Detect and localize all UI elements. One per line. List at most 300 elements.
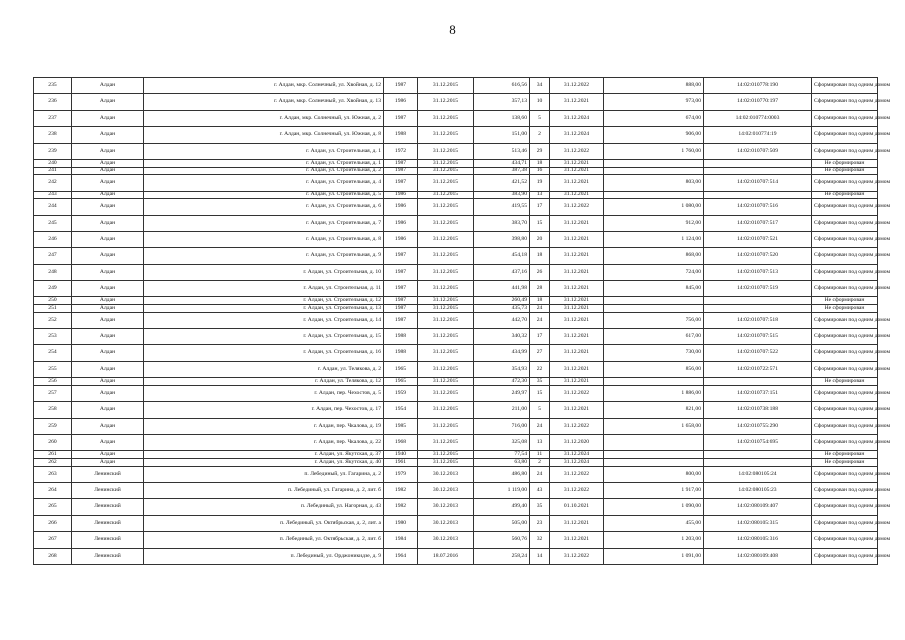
year-cell: 1984 xyxy=(384,532,418,548)
year-cell: 1987 xyxy=(384,305,418,313)
area-cell: 616,56 xyxy=(474,78,530,94)
area-cell: 442,70 xyxy=(474,312,530,328)
address-cell: п. Лебединый, ул. Гагарина, д. 2, лит. б xyxy=(144,482,384,498)
cadastral-number-cell: 14:02:010770:197 xyxy=(704,94,812,110)
year-cell: 1986 xyxy=(384,231,418,247)
row-number-cell: 266 xyxy=(34,515,72,531)
address-cell: г. Алдан, ул. Строительная, д. 5 xyxy=(144,191,384,199)
cost-cell xyxy=(604,305,704,313)
deadline-cell: 31.12.2022 xyxy=(550,466,604,482)
cadastral-number-cell: 14:02:080109:407 xyxy=(704,499,812,515)
address-cell: г. Алдан, ул. Строительная, д. 11 xyxy=(144,281,384,297)
row-number-cell: 253 xyxy=(34,329,72,345)
address-cell: г. Алдан, ул. Строительная, д. 12 xyxy=(144,297,384,305)
cadastral-number-cell: 14:02:080105:24 xyxy=(704,466,812,482)
residents-count-cell: 18 xyxy=(530,159,550,167)
row-number-cell: 265 xyxy=(34,499,72,515)
district-cell: Алдан xyxy=(72,110,144,126)
district-cell: Алдан xyxy=(72,402,144,418)
deadline-cell: 31.12.2022 xyxy=(550,548,604,564)
cost-cell xyxy=(604,159,704,167)
cadastral-number-cell xyxy=(704,305,812,313)
area-cell: 434,71 xyxy=(474,159,530,167)
date-cell: 31.12.2015 xyxy=(418,329,474,345)
cadastral-number-cell: 14:02:010707:518 xyxy=(704,312,812,328)
residents-count-cell: 27 xyxy=(530,345,550,361)
registry-body xyxy=(34,78,891,565)
row-number-cell: 239 xyxy=(34,143,72,159)
deadline-cell: 31.12.2024 xyxy=(550,110,604,126)
area-cell: 435,73 xyxy=(474,305,530,313)
district-cell: Алдан xyxy=(72,94,144,110)
page-number: 8 xyxy=(449,22,456,37)
deadline-cell: 31.12.2022 xyxy=(550,78,604,94)
cost-cell xyxy=(604,451,704,459)
date-cell: 31.12.2015 xyxy=(418,434,474,450)
year-cell: 1982 xyxy=(384,482,418,498)
cost-cell: 888,00 xyxy=(604,78,704,94)
table-row xyxy=(34,548,878,564)
district-cell: Алдан xyxy=(72,378,144,386)
date-cell: 31.12.2015 xyxy=(418,248,474,264)
date-cell: 31.12.2015 xyxy=(418,361,474,377)
status-cell: Не сформирован xyxy=(812,159,878,167)
table-row xyxy=(34,385,878,401)
deadline-cell: 31.12.2021 xyxy=(550,175,604,191)
table-row xyxy=(34,297,878,305)
date-cell: 31.12.2015 xyxy=(418,458,474,466)
date-cell: 31.12.2015 xyxy=(418,94,474,110)
deadline-cell: 31.12.2021 xyxy=(550,378,604,386)
cadastral-number-cell: 14:02:080105:23 xyxy=(704,482,812,498)
date-cell: 31.12.2015 xyxy=(418,297,474,305)
district-cell: Алдан xyxy=(72,199,144,215)
year-cell: 1986 xyxy=(384,199,418,215)
table-row xyxy=(34,532,878,548)
year-cell: 1987 xyxy=(384,248,418,264)
row-number-cell: 252 xyxy=(34,312,72,328)
year-cell: 1982 xyxy=(384,499,418,515)
row-number-cell: 257 xyxy=(34,385,72,401)
table-row xyxy=(34,143,878,159)
table-row xyxy=(34,434,878,450)
cadastral-number-cell: 14:02:080105:316 xyxy=(704,532,812,548)
deadline-cell: 31.12.2021 xyxy=(550,345,604,361)
row-number-cell: 241 xyxy=(34,167,72,175)
status-cell: Сформирован под одним домом xyxy=(812,532,878,548)
row-number-cell: 243 xyxy=(34,191,72,199)
table-row xyxy=(34,215,878,231)
table-row xyxy=(34,264,878,280)
residents-count-cell: 35 xyxy=(530,499,550,515)
residents-count-cell: 23 xyxy=(530,515,550,531)
date-cell: 31.12.2015 xyxy=(418,402,474,418)
area-cell: 421,52 xyxy=(474,175,530,191)
district-cell: Алдан xyxy=(72,418,144,434)
table-row xyxy=(34,329,878,345)
deadline-cell: 31.12.2024 xyxy=(550,451,604,459)
table-row xyxy=(34,305,878,313)
cadastral-number-cell: 14:02:080105:315 xyxy=(704,515,812,531)
cost-cell: 1 124,00 xyxy=(604,231,704,247)
deadline-cell: 31.12.2021 xyxy=(550,361,604,377)
deadline-cell: 31.12.2022 xyxy=(550,418,604,434)
address-cell: г. Алдан, ул. Телякова, д. 12 xyxy=(144,378,384,386)
cost-cell: 674,00 xyxy=(604,110,704,126)
cost-cell xyxy=(604,191,704,199)
year-cell: 1987 xyxy=(384,312,418,328)
table-row xyxy=(34,191,878,199)
area-cell: 325,08 xyxy=(474,434,530,450)
cadastral-number-cell: 14:02:010778:190 xyxy=(704,78,812,94)
year-cell: 1954 xyxy=(384,402,418,418)
address-cell: п. Лебединый, ул. Нагорная, д. 43 xyxy=(144,499,384,515)
residents-count-cell: 13 xyxy=(530,191,550,199)
residents-count-cell: 20 xyxy=(530,231,550,247)
cadastral-number-cell xyxy=(704,167,812,175)
status-cell: Сформирован под одним домом xyxy=(812,434,878,450)
residents-count-cell: 17 xyxy=(530,199,550,215)
cost-cell: 803,00 xyxy=(604,175,704,191)
status-cell: Сформирован под одним домом xyxy=(812,312,878,328)
cost-cell: 1 203,00 xyxy=(604,532,704,548)
area-cell: 1 119,00 xyxy=(474,482,530,498)
table-row xyxy=(34,110,878,126)
area-cell: 383,70 xyxy=(474,215,530,231)
area-cell: 505,00 xyxy=(474,515,530,531)
area-cell: 472,30 xyxy=(474,378,530,386)
date-cell: 31.12.2015 xyxy=(418,264,474,280)
district-cell: Алдан xyxy=(72,231,144,247)
residents-count-cell: 15 xyxy=(530,385,550,401)
district-cell: Алдан xyxy=(72,78,144,94)
status-cell: Сформирован под одним домом xyxy=(812,329,878,345)
year-cell: 1987 xyxy=(384,167,418,175)
area-cell: 151,00 xyxy=(474,127,530,143)
cost-cell: 617,00 xyxy=(604,329,704,345)
district-cell: Алдан xyxy=(72,305,144,313)
area-cell: 419,55 xyxy=(474,199,530,215)
cadastral-number-cell: 14:02:010722:571 xyxy=(704,361,812,377)
status-cell: Сформирован под одним домом xyxy=(812,482,878,498)
address-cell: п. Лебединый, ул. Орджоникидзе, д. 9 xyxy=(144,548,384,564)
cost-cell: 906,00 xyxy=(604,127,704,143)
row-number-cell: 268 xyxy=(34,548,72,564)
address-cell: г. Алдан, ул. Строительная, д. 1 xyxy=(144,143,384,159)
table-row xyxy=(34,199,878,215)
deadline-cell: 31.12.2022 xyxy=(550,199,604,215)
residents-count-cell: 24 xyxy=(530,312,550,328)
cost-cell: 1 090,00 xyxy=(604,499,704,515)
table-row xyxy=(34,248,878,264)
status-cell: Сформирован под одним домом xyxy=(812,143,878,159)
table-row xyxy=(34,175,878,191)
deadline-cell: 31.12.2021 xyxy=(550,191,604,199)
status-cell: Не сформирован xyxy=(812,458,878,466)
area-cell: 340,32 xyxy=(474,329,530,345)
district-cell: Алдан xyxy=(72,312,144,328)
year-cell: 1964 xyxy=(384,548,418,564)
cost-cell: 730,00 xyxy=(604,345,704,361)
table-row xyxy=(34,466,878,482)
residents-count-cell: 29 xyxy=(530,143,550,159)
table-row xyxy=(34,418,878,434)
year-cell: 1986 xyxy=(384,94,418,110)
cadastral-number-cell: 14:02:010774:19 xyxy=(704,127,812,143)
district-cell: Ленинский xyxy=(72,548,144,564)
address-cell: г. Алдан, пер. Чехостов, д. 5 xyxy=(144,385,384,401)
status-cell: Сформирован под одним домом xyxy=(812,127,878,143)
row-number-cell: 242 xyxy=(34,175,72,191)
row-number-cell: 259 xyxy=(34,418,72,434)
deadline-cell: 31.12.2021 xyxy=(550,402,604,418)
status-cell: Сформирован под одним домом xyxy=(812,402,878,418)
residents-count-cell: 2 xyxy=(530,127,550,143)
cost-cell: 856,00 xyxy=(604,361,704,377)
year-cell: 1940 xyxy=(384,451,418,459)
area-cell: 387,38 xyxy=(474,167,530,175)
area-cell: 486,80 xyxy=(474,466,530,482)
row-number-cell: 248 xyxy=(34,264,72,280)
district-cell: Алдан xyxy=(72,329,144,345)
address-cell: г. Алдан, ул. Строительная, д. 1 xyxy=(144,159,384,167)
row-number-cell: 260 xyxy=(34,434,72,450)
table-row xyxy=(34,312,878,328)
year-cell: 1985 xyxy=(384,418,418,434)
date-cell: 31.12.2015 xyxy=(418,167,474,175)
district-cell: Алдан xyxy=(72,248,144,264)
address-cell: г. Алдан, ул. Строительная, д. 15 xyxy=(144,329,384,345)
cost-cell: 800,00 xyxy=(604,466,704,482)
address-cell: г. Алдан, мкр. Солнечный, ул. Южная, д. 8 xyxy=(144,127,384,143)
residents-count-cell: 24 xyxy=(530,418,550,434)
area-cell: 357,13 xyxy=(474,94,530,110)
row-number-cell: 246 xyxy=(34,231,72,247)
status-cell: Сформирован под одним домом xyxy=(812,515,878,531)
cadastral-number-cell: 14:02:010774:0003 xyxy=(704,110,812,126)
area-cell: 77,54 xyxy=(474,451,530,459)
residents-count-cell: 18 xyxy=(530,297,550,305)
deadline-cell: 31.12.2021 xyxy=(550,215,604,231)
residents-count-cell: 19 xyxy=(530,175,550,191)
row-number-cell: 238 xyxy=(34,127,72,143)
table-row xyxy=(34,127,878,143)
year-cell: 1959 xyxy=(384,385,418,401)
row-number-cell: 235 xyxy=(34,78,72,94)
row-number-cell: 267 xyxy=(34,532,72,548)
date-cell: 31.12.2015 xyxy=(418,143,474,159)
status-cell: Сформирован под одним домом xyxy=(812,175,878,191)
status-cell: Сформирован под одним домом xyxy=(812,418,878,434)
deadline-cell: 31.12.2021 xyxy=(550,305,604,313)
status-cell: Сформирован под одним домом xyxy=(812,385,878,401)
residents-count-cell: 17 xyxy=(530,329,550,345)
row-number-cell: 244 xyxy=(34,199,72,215)
area-cell: 398,80 xyxy=(474,231,530,247)
status-cell: Сформирован под одним домом xyxy=(812,361,878,377)
date-cell: 31.12.2015 xyxy=(418,305,474,313)
deadline-cell: 31.12.2022 xyxy=(550,385,604,401)
year-cell: 1987 xyxy=(384,297,418,305)
area-cell: 260,49 xyxy=(474,297,530,305)
housing-registry-table xyxy=(33,77,891,565)
address-cell: г. Алдан, ул. Строительная, д. 2 xyxy=(144,167,384,175)
status-cell: Не сформирован xyxy=(812,167,878,175)
district-cell: Алдан xyxy=(72,143,144,159)
cost-cell: 973,00 xyxy=(604,94,704,110)
district-cell: Алдан xyxy=(72,451,144,459)
cadastral-number-cell xyxy=(704,191,812,199)
date-cell: 31.12.2015 xyxy=(418,231,474,247)
status-cell: Не сформирован xyxy=(812,297,878,305)
date-cell: 31.12.2015 xyxy=(418,378,474,386)
cadastral-number-cell: 14:02:010738:188 xyxy=(704,402,812,418)
cadastral-number-cell: 14:02:010737:151 xyxy=(704,385,812,401)
row-number-cell: 240 xyxy=(34,159,72,167)
area-cell: 441,98 xyxy=(474,281,530,297)
row-number-cell: 236 xyxy=(34,94,72,110)
year-cell: 1987 xyxy=(384,110,418,126)
cost-cell: 455,00 xyxy=(604,515,704,531)
area-cell: 383,90 xyxy=(474,191,530,199)
date-cell: 31.12.2015 xyxy=(418,345,474,361)
cost-cell xyxy=(604,434,704,450)
residents-count-cell: 2 xyxy=(530,458,550,466)
row-number-cell: 247 xyxy=(34,248,72,264)
date-cell: 31.12.2015 xyxy=(418,159,474,167)
cost-cell: 1 917,00 xyxy=(604,482,704,498)
residents-count-cell: 26 xyxy=(530,264,550,280)
cadastral-number-cell: 14:02:010754:695 xyxy=(704,434,812,450)
status-cell: Сформирован под одним домом xyxy=(812,94,878,110)
row-number-cell: 264 xyxy=(34,482,72,498)
deadline-cell: 31.12.2021 xyxy=(550,532,604,548)
area-cell: 513,46 xyxy=(474,143,530,159)
cost-cell: 912,00 xyxy=(604,215,704,231)
table-row xyxy=(34,281,878,297)
address-cell: п. Лебединый, ул. Октябрьская, д. 2, лит. б xyxy=(144,532,384,548)
status-cell: Сформирован под одним домом xyxy=(812,215,878,231)
year-cell: 1987 xyxy=(384,78,418,94)
status-cell: Сформирован под одним домом xyxy=(812,499,878,515)
date-cell: 31.12.2015 xyxy=(418,110,474,126)
date-cell: 31.12.2015 xyxy=(418,215,474,231)
year-cell: 1972 xyxy=(384,143,418,159)
deadline-cell: 31.12.2021 xyxy=(550,329,604,345)
district-cell: Ленинский xyxy=(72,532,144,548)
cost-cell xyxy=(604,167,704,175)
cost-cell: 868,00 xyxy=(604,248,704,264)
date-cell: 31.12.2015 xyxy=(418,78,474,94)
address-cell: г. Алдан, ул. Строительная, д. 7 xyxy=(144,215,384,231)
cadastral-number-cell: 14:02:010707:514 xyxy=(704,175,812,191)
cost-cell: 821,00 xyxy=(604,402,704,418)
row-number-cell: 250 xyxy=(34,297,72,305)
cadastral-number-cell xyxy=(704,378,812,386)
date-cell: 31.12.2015 xyxy=(418,191,474,199)
cadastral-number-cell: 14:02:010707:517 xyxy=(704,215,812,231)
deadline-cell: 31.12.2021 xyxy=(550,281,604,297)
address-cell: г. Алдан, ул. Якутская, д. 40 xyxy=(144,458,384,466)
year-cell: 1987 xyxy=(384,159,418,167)
address-cell: г. Алдан, ул. Строительная, д. 4 xyxy=(144,175,384,191)
district-cell: Алдан xyxy=(72,159,144,167)
deadline-cell: 31.12.2024 xyxy=(550,458,604,466)
area-cell: 434,99 xyxy=(474,345,530,361)
row-number-cell: 245 xyxy=(34,215,72,231)
cadastral-number-cell xyxy=(704,451,812,459)
area-cell: 63,80 xyxy=(474,458,530,466)
status-cell: Сформирован под одним домом xyxy=(812,264,878,280)
cost-cell: 724,00 xyxy=(604,264,704,280)
address-cell: г. Алдан, ул. Якутская, д. 37 xyxy=(144,451,384,459)
status-cell: Сформирован под одним домом xyxy=(812,110,878,126)
row-number-cell: 251 xyxy=(34,305,72,313)
area-cell: 249,97 xyxy=(474,385,530,401)
address-cell: г. Алдан, пер. Чкалова, д. 22 xyxy=(144,434,384,450)
table-row xyxy=(34,361,878,377)
cadastral-number-cell: 14:02:010707:520 xyxy=(704,248,812,264)
residents-count-cell: 18 xyxy=(530,248,550,264)
cost-cell: 756,00 xyxy=(604,312,704,328)
district-cell: Алдан xyxy=(72,385,144,401)
district-cell: Алдан xyxy=(72,175,144,191)
address-cell: г. Алдан, ул. Строительная, д. 14 xyxy=(144,312,384,328)
address-cell: г. Алдан, ул. Строительная, д. 16 xyxy=(144,345,384,361)
status-cell: Сформирован под одним домом xyxy=(812,466,878,482)
date-cell: 30.12.2013 xyxy=(418,499,474,515)
deadline-cell: 31.12.2021 xyxy=(550,297,604,305)
row-number-cell: 254 xyxy=(34,345,72,361)
year-cell: 1987 xyxy=(384,281,418,297)
residents-count-cell: 13 xyxy=(530,434,550,450)
table-row xyxy=(34,159,878,167)
year-cell: 1986 xyxy=(384,191,418,199)
district-cell: Алдан xyxy=(72,264,144,280)
residents-count-cell: 24 xyxy=(530,466,550,482)
date-cell: 31.12.2015 xyxy=(418,199,474,215)
district-cell: Ленинский xyxy=(72,515,144,531)
address-cell: г. Алдан, ул. Строительная, д. 13 xyxy=(144,305,384,313)
cost-cell: 1 091,00 xyxy=(604,548,704,564)
date-cell: 30.12.2013 xyxy=(418,532,474,548)
deadline-cell: 31.12.2022 xyxy=(550,482,604,498)
year-cell: 1965 xyxy=(384,378,418,386)
cost-cell xyxy=(604,458,704,466)
year-cell: 1987 xyxy=(384,175,418,191)
year-cell: 1965 xyxy=(384,361,418,377)
year-cell: 1980 xyxy=(384,515,418,531)
area-cell: 716,00 xyxy=(474,418,530,434)
deadline-cell: 01.10.2021 xyxy=(550,499,604,515)
address-cell: г. Алдан, ул. Строительная, д. 6 xyxy=(144,199,384,215)
year-cell: 1988 xyxy=(384,345,418,361)
residents-count-cell: 10 xyxy=(530,94,550,110)
deadline-cell: 31.12.2021 xyxy=(550,231,604,247)
district-cell: Ленинский xyxy=(72,482,144,498)
table-row xyxy=(34,167,878,175)
area-cell: 354,93 xyxy=(474,361,530,377)
status-cell: Сформирован под одним домом xyxy=(812,231,878,247)
status-cell: Сформирован под одним домом xyxy=(812,345,878,361)
residents-count-cell: 11 xyxy=(530,451,550,459)
address-cell: п. Лебединый, ул. Октябрьская, д. 2, лит. а xyxy=(144,515,384,531)
residents-count-cell: 43 xyxy=(530,482,550,498)
residents-count-cell: 16 xyxy=(530,167,550,175)
district-cell: Алдан xyxy=(72,361,144,377)
cadastral-number-cell xyxy=(704,458,812,466)
status-cell: Не сформирован xyxy=(812,378,878,386)
